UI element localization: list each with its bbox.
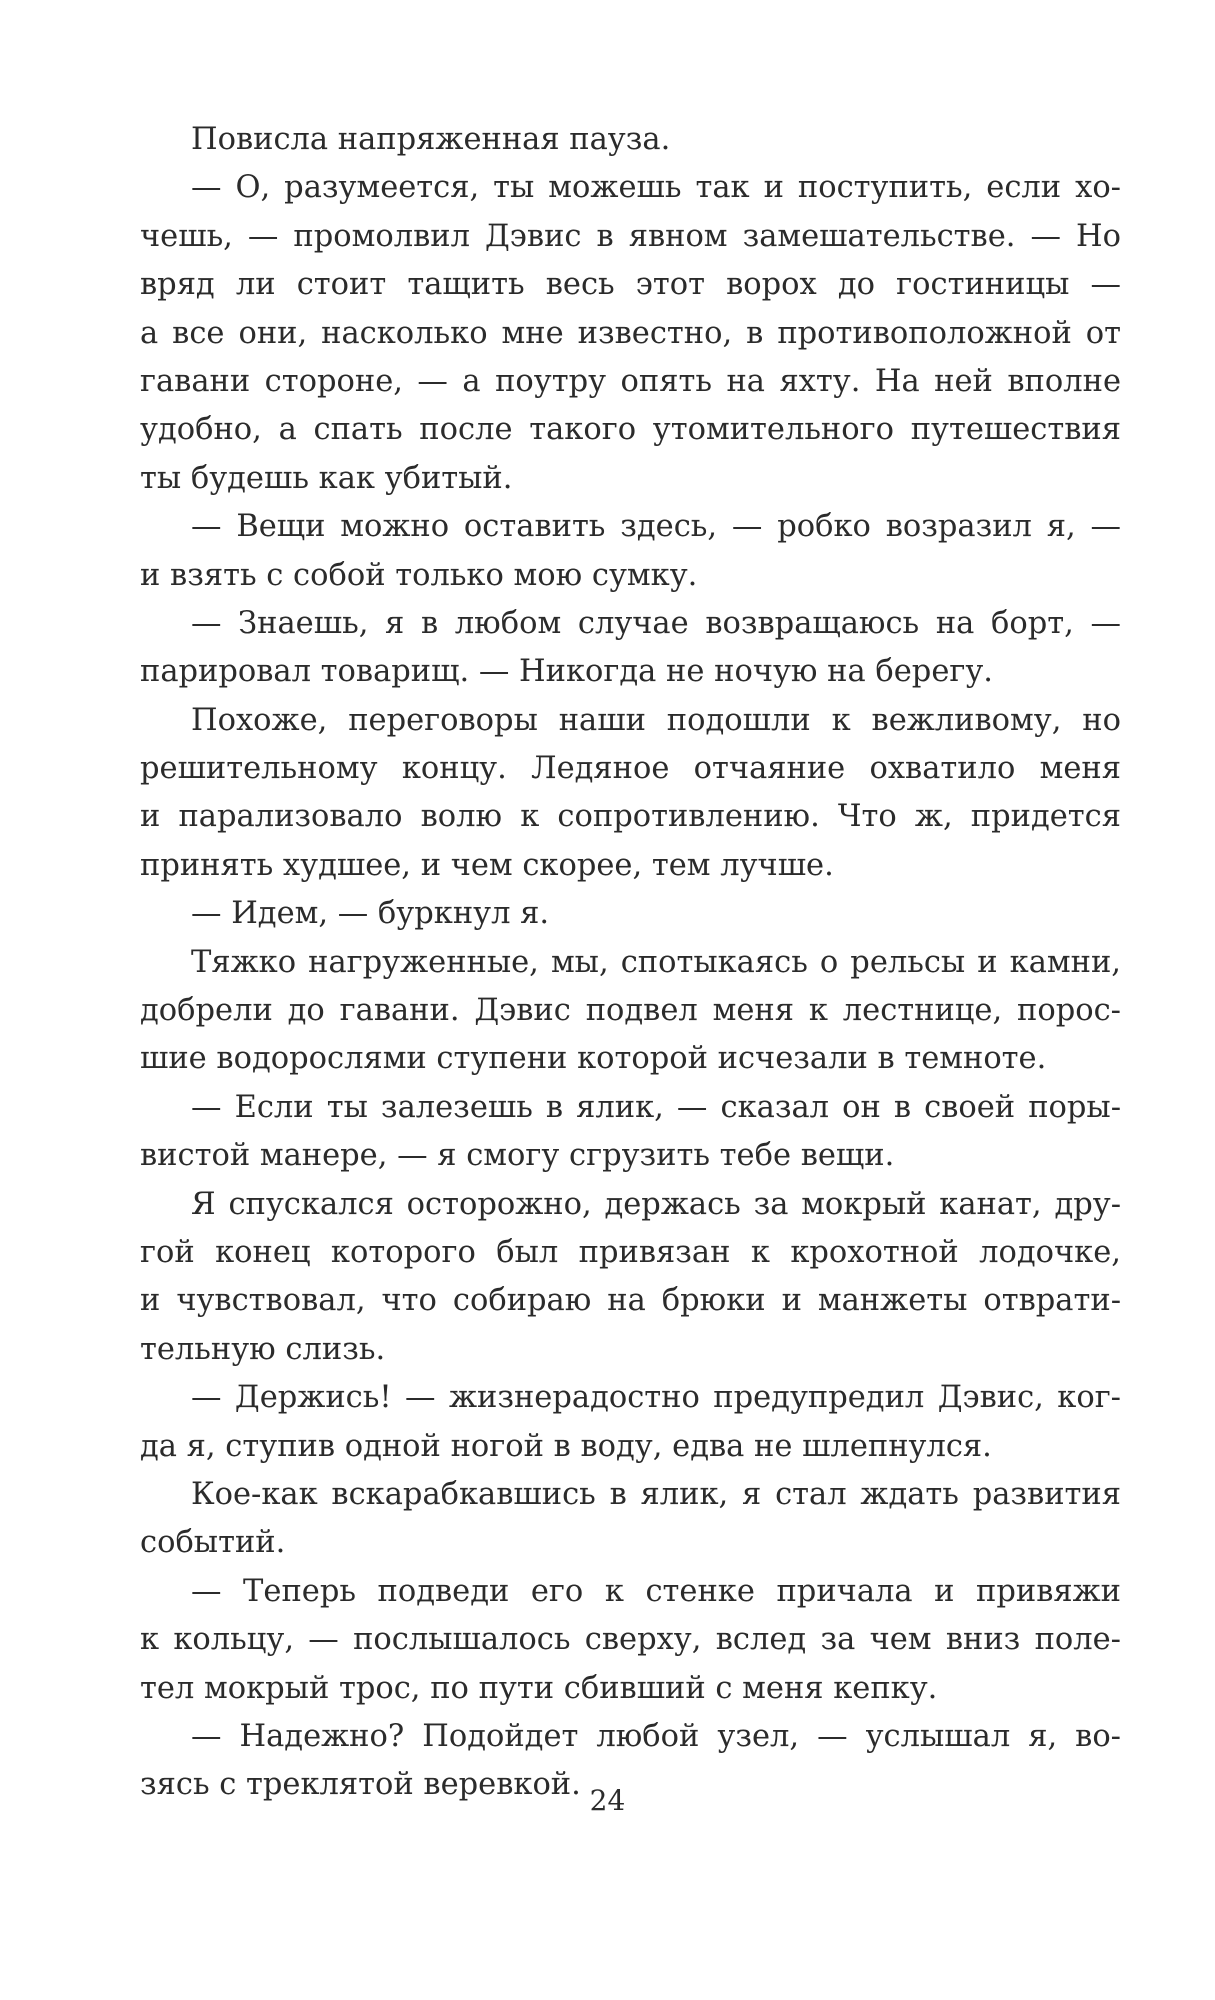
text-line: шие водорослями ступени которой исчезали в темноте. — [140, 1041, 1047, 1077]
text-line: — Знаешь, я в любом случае возвращаюсь на борт, — — [191, 605, 1121, 641]
text-line: ты будешь как убитый. — [140, 460, 513, 496]
text-line: зясь с треклятой веревкой. — [140, 1767, 581, 1803]
text-line: Я спускался осторожно, держась за мокрый канат, дру- — [191, 1186, 1121, 1222]
text-line: — Идем, — буркнул я. — [191, 896, 550, 932]
text-line: удобно, а спать после такого утомительного путешествия — [140, 412, 1121, 448]
text-line: — Держись! — жизнерадостно предупредил Дэвис, ког- — [191, 1380, 1121, 1416]
text-line: а все они, насколько мне известно, в противоположной от — [140, 315, 1121, 351]
text-line: гавани стороне, — а поутру опять на яхту. На ней вполне — [140, 363, 1121, 399]
text-line: да я, ступив одной ногой в воду, едва не шлепнулся. — [140, 1428, 992, 1464]
text-line: вряд ли стоит тащить весь этот ворох до гостиницы — — [140, 267, 1121, 303]
text-line: Тяжко нагруженные, мы, спотыкаясь о рельсы и камни, — [191, 944, 1121, 980]
text-line: тельную слизь. — [140, 1331, 386, 1367]
text-line: и чувствовал, что собираю на брюки и манжеты отврати- — [140, 1283, 1121, 1319]
text-line: — О, разумеется, ты можешь так и поступить, если хо- — [191, 170, 1121, 206]
text-line: — Вещи можно оставить здесь, — робко возразил я, — — [191, 509, 1121, 545]
text-line: Повисла напряженная пауза. — [191, 122, 671, 157]
text-line: и взять с собой только мою сумку. — [140, 557, 698, 593]
text-line: событий. — [140, 1525, 286, 1561]
text-line: решительному концу. Ледяное отчаяние охватило меня — [140, 751, 1121, 787]
text-line: Похоже, переговоры наши подошли к вежливому, но — [191, 702, 1121, 738]
page-number: 24 — [589, 1784, 626, 1817]
text-line: — Надежно? Подойдет любой узел, — услышал я, во- — [191, 1718, 1121, 1754]
text-line: принять худшее, и чем скорее, тем лучше. — [140, 847, 834, 883]
text-line: вистой манере, — я смогу сгрузить тебе вещи. — [140, 1138, 895, 1174]
text-line: тел мокрый трос, по пути сбивший с меня кепку. — [140, 1670, 938, 1706]
text-line: и парализовало волю к сопротивлению. Что ж, придется — [140, 799, 1121, 835]
text-line: гой конец которого был привязан к крохотной лодочке, — [140, 1234, 1121, 1270]
text-line: к кольцу, — послышалось сверху, вслед за чем вниз поле- — [140, 1622, 1121, 1658]
text-line: добрели до гавани. Дэвис подвел меня к лестнице, порос- — [140, 993, 1121, 1029]
body-text — [140, 116, 1121, 1810]
text-line: — Если ты залезешь в ялик, — сказал он в своей поры- — [191, 1089, 1121, 1125]
text-line: — Теперь подведи его к стенке причала и привяжи — [191, 1573, 1121, 1609]
text-line: Кое-как вскарабкавшись в ялик, я стал ждать развития — [191, 1476, 1121, 1512]
text-line: парировал товарищ. — Никогда не ночую на берегу. — [140, 654, 993, 690]
text-line: чешь, — промолвил Дэвис в явном замешательстве. — Но — [140, 218, 1121, 254]
